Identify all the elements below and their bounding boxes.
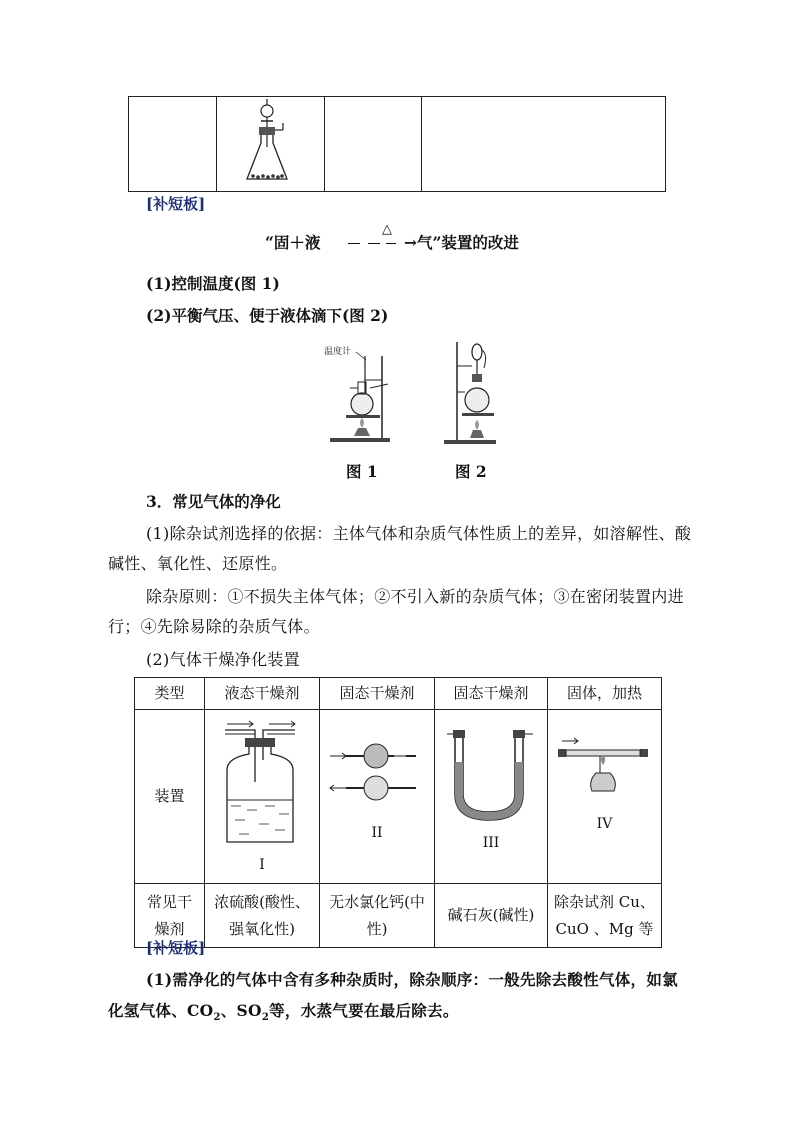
- conical-flask-with-funnel-icon: [217, 97, 324, 191]
- heading-prefix: “固＋液: [265, 233, 321, 252]
- device-label-iv: IV: [596, 816, 613, 832]
- device-label-ii: II: [371, 825, 383, 841]
- header-solid-desiccant: 固态干燥剂: [320, 678, 435, 710]
- paragraph-principle-line2: 行；④先除易除的杂质气体。: [108, 617, 320, 636]
- supplement-tag: [补短板]: [146, 939, 206, 957]
- header-liquid-desiccant: 液态干燥剂: [205, 678, 320, 710]
- final-paragraph-line2: 化氢气体、$CO_2$、$SO_2$等，水蒸气要在最后除去。: [108, 1001, 459, 1024]
- row-label-device: 装置: [135, 710, 205, 884]
- header-solid-heating: 固体，加热: [548, 678, 662, 710]
- section-3-title: 3．常见气体的净化: [146, 492, 281, 511]
- paragraph-principle-line1: 除杂原则：①不损失主体气体；②不引入新的杂质气体；③在密闭装置内进: [146, 587, 684, 606]
- paragraph-drying-devices: (2)气体干燥净化装置: [146, 650, 300, 669]
- row-label-desiccant: 常见干 燥剂: [135, 884, 205, 948]
- drying-tube-icon: [320, 716, 430, 826]
- supplement-tag: [补短板]: [146, 195, 206, 213]
- device-cell-u-tube: [435, 710, 548, 884]
- gas-wash-bottle-icon: [205, 710, 315, 860]
- table-cell: [422, 97, 666, 192]
- final-paragraph-line1: (1)需净化的气体中含有多种杂质时，除杂顺序：一般先除去酸性气体，如氯: [146, 970, 678, 989]
- device-cell-drying-tube: [320, 710, 435, 884]
- heated-tube-icon: [548, 715, 658, 815]
- table-cell: [325, 97, 422, 192]
- table-cell: [129, 97, 217, 192]
- agent-soda-lime: 碱石灰(碱性): [435, 884, 548, 948]
- agent-anhydrous-calcium-chloride: 无水氯化钙(中 性): [320, 884, 435, 948]
- agent-heated-solid: 除杂试剂 Cu、 CuO 、Mg 等: [548, 884, 662, 948]
- heading-suffix: →气”装置的改进: [404, 233, 519, 252]
- header-type: 类型: [135, 678, 205, 710]
- item-control-temperature: (1)控制温度(图 1): [146, 274, 280, 293]
- apparatus-table-partial: [128, 96, 666, 192]
- triangle-icon: △: [382, 222, 392, 237]
- paragraph-basis-line2: 碱性、氧化性、还原性。: [108, 554, 288, 573]
- device-cell-heated-tube: [548, 710, 662, 884]
- figure-2-pressure-balance-apparatus: [442, 338, 504, 448]
- u-tube-icon: [435, 716, 545, 836]
- device-label-iii: III: [482, 835, 500, 851]
- device-label-i: I: [259, 857, 265, 873]
- section-heading: [265, 232, 320, 254]
- figure-1-heating-apparatus: [322, 342, 400, 446]
- agent-concentrated-sulfuric-acid: 浓硫酸(酸性、 强氧化性): [205, 884, 320, 948]
- paragraph-basis-line1: (1)除杂试剂选择的依据：主体气体和杂质气体性质上的差异，如溶解性、酸: [146, 524, 692, 543]
- header-solid-desiccant: 固态干燥剂: [435, 678, 548, 710]
- device-cell-wash-bottle: [205, 710, 320, 884]
- figure-2-caption: 图 2: [455, 462, 487, 481]
- thermometer-label: 温度计: [324, 347, 352, 357]
- item-balance-pressure: (2)平衡气压、便于液体滴下(图 2): [146, 306, 389, 325]
- figure-1-caption: 图 1: [346, 462, 378, 481]
- gas-drying-table: [134, 677, 662, 948]
- table-cell: [217, 97, 325, 192]
